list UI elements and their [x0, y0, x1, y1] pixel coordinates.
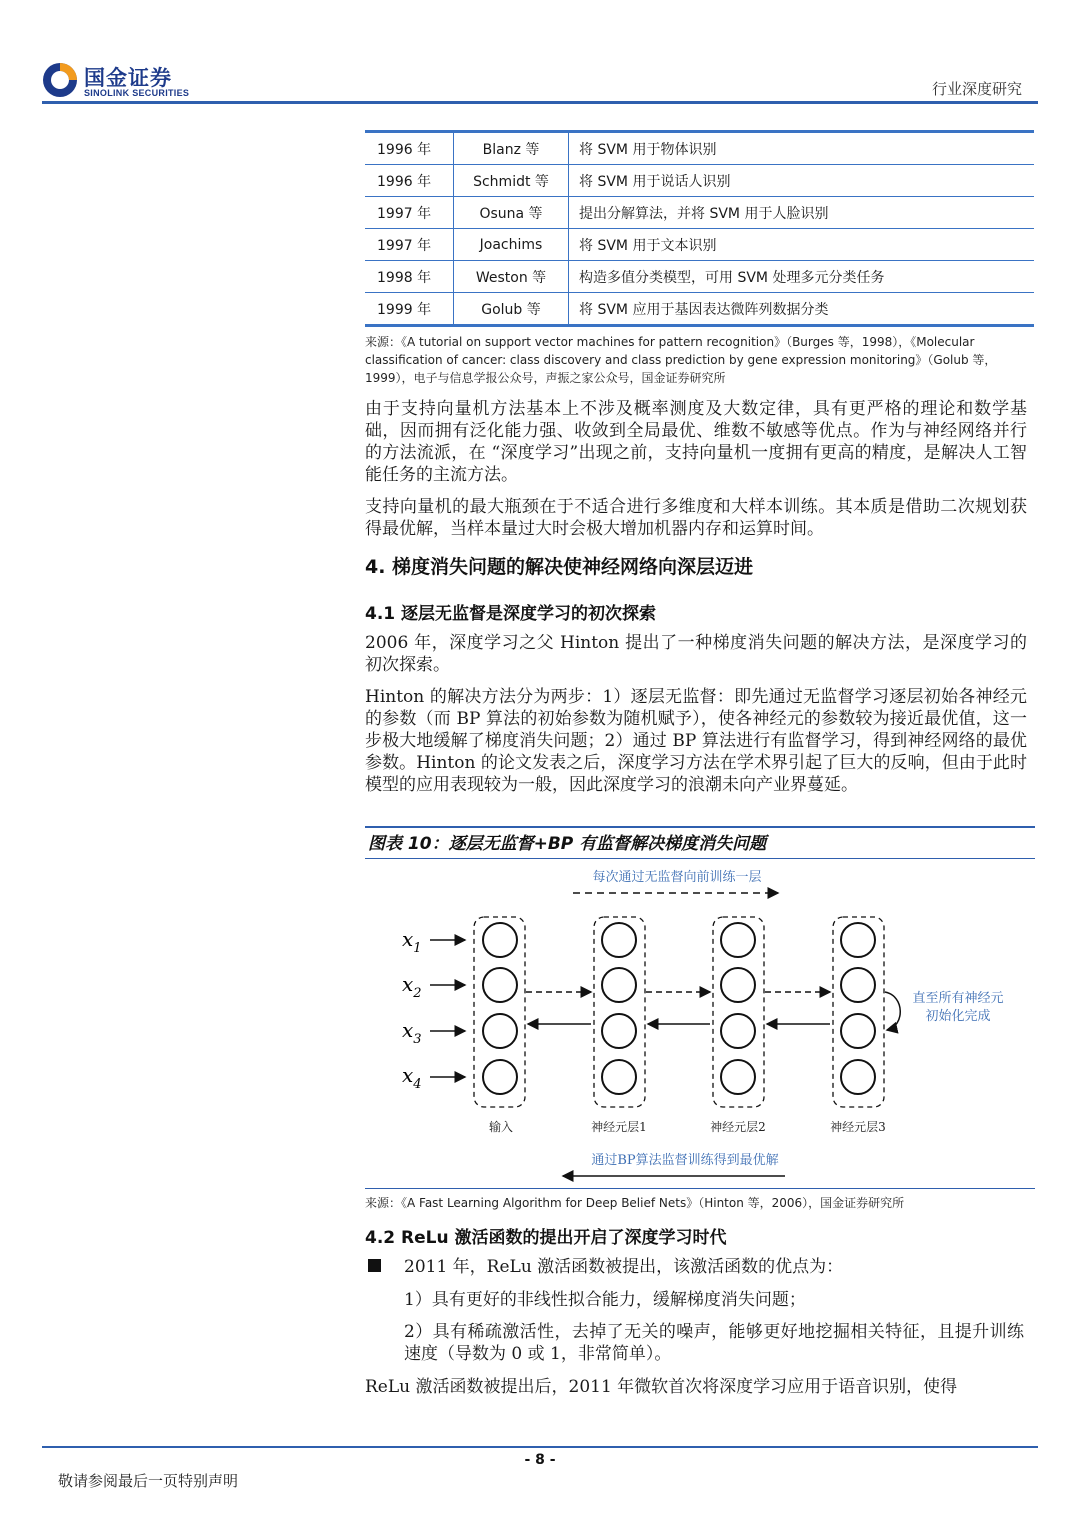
- report-type: 行业深度研究: [931, 80, 1022, 98]
- table-row: [365, 293, 1034, 326]
- list-item-advantage-1: 1）具有更好的非线性拟合能力，缓解梯度消失问题；: [404, 1290, 806, 1310]
- brand-name-en: SINOLINK SECURITIES: [84, 88, 190, 98]
- table-cell-content: 将 SVM 用于说话人识别: [569, 165, 1035, 197]
- table-cell-author: Weston 等: [454, 261, 569, 293]
- paragraph-relu-microsoft: ReLu 激活函数被提出后，2011 年微软首次将深度学习应用于语音识别，使得: [365, 1377, 958, 1397]
- table-cell-content: 将 SVM 用于物体识别: [569, 132, 1035, 165]
- paragraph-hinton-2006: 2006 年，深度学习之父 Hinton 提出了一种梯度消失问题的解决方法，是深度学习的初次探索。: [365, 633, 1027, 675]
- table-cell-author: Schmidt 等: [454, 165, 569, 197]
- table-cell-year: 1996 年: [365, 132, 454, 165]
- loop-arrow: [885, 992, 900, 1030]
- figure-bottom-rule: [365, 1188, 1035, 1189]
- table-cell-year: 1997 年: [365, 197, 454, 229]
- paragraph-svm-bottleneck: 支持向量机的最大瓶颈在于不适合进行多维度和大样本训练。其本质是借助二次规划获得最优解，当样本量过大时会极大增加机器内存和运算时间。: [365, 497, 1027, 539]
- paragraph-hinton-method: Hinton 的解决方法分为两步：1）逐层无监督：即先通过无监督学习逐层初始各神经元的参数（而 BP 算法的初始参数为随机赋予），使各神经元的参数较为接近最优值，这一步极大地缓解了梯度消失问题；2）通过 BP 算法进行有监督学习，得到神经网络的最优参数。Hinton 的论文发表之后，深度学习方法在学术界引起了巨大的反响，但由于此时模型的应用表现较为一般，因此深度学习的浪潮未向产业界蔓延。: [365, 687, 1027, 795]
- table-cell-author: Golub 等: [454, 293, 569, 326]
- table-row: [365, 229, 1034, 261]
- table-cell-author: Osuna 等: [454, 197, 569, 229]
- table-cell-author: Joachims: [454, 229, 569, 261]
- section-heading-4-1: 4.1 逐层无监督是深度学习的初次探索: [365, 604, 657, 624]
- section-heading-4: 4. 梯度消失问题的解决使神经网络向深层迈进: [365, 556, 754, 578]
- table-source-note: 来源：《A tutorial on support vector machines for pattern recognition》（Burges 等，1998），《Molecular classification of cancer: class discovery and class prediction by gene expression monitoring》（Golub 等，1999），电子与信息学报公众号，声振之家公众号，国金证券研究所: [365, 335, 997, 385]
- svg-text:x1: $x_1$: [402, 927, 422, 956]
- header-divider: [42, 101, 1038, 104]
- layer-label-input: 输入: [488, 1120, 514, 1134]
- sinolink-logo-icon: [42, 62, 78, 98]
- page-header: [0, 0, 1080, 110]
- table-cell-year: 1997 年: [365, 229, 454, 261]
- side-label-line2: 初始化完成: [925, 1009, 991, 1024]
- brand-name-cn: 国金证券: [84, 66, 172, 90]
- side-label-line1: 直至所有神经元: [912, 991, 1004, 1006]
- table-row: [365, 261, 1034, 293]
- footer-divider: [42, 1446, 1038, 1448]
- table-row: [365, 165, 1034, 197]
- layer-3: [833, 917, 884, 1107]
- svg-text:x2: $x_2$: [402, 972, 422, 1001]
- layer-1: [594, 917, 645, 1107]
- paragraph-svm-advantages: 由于支持向量机方法基本上不涉及概率测度及大数定律，具有更严格的理论和数学基础，因而拥有泛化能力强、收敛到全局最优、维数不敏感等优点。作为与神经网络并行的方法流派，在 “深度学习”出现之前，支持向量机一度拥有更高的精度，是解决人工智能任务的主流方法。: [365, 399, 1027, 485]
- layer-2: [713, 917, 764, 1107]
- layer-label-1: 神经元层1: [591, 1120, 647, 1134]
- input-x1: [402, 927, 465, 956]
- layer-label-2: 神经元层2: [710, 1120, 766, 1134]
- svg-text:x4: $x_4$: [402, 1063, 422, 1092]
- table-row: [365, 197, 1034, 229]
- list-item-advantage-2: 2）具有稀疏激活性，去掉了无关的噪声，能够更好地挖掘相关特征，且提升训练速度（导数为 0 或 1，非常简单）。: [404, 1322, 1024, 1364]
- table-cell-year: 1998 年: [365, 261, 454, 293]
- top-label: 每次通过无监督向前训练一层: [592, 870, 762, 885]
- table-cell-content: 将 SVM 应用于基因表达微阵列数据分类: [569, 293, 1035, 326]
- input-x4: [402, 1063, 465, 1092]
- figure-title: 图表 10：逐层无监督+BP 有监督解决梯度消失问题: [368, 834, 767, 854]
- bottom-label: 通过BP算法监督训练得到最优解: [591, 1153, 779, 1168]
- disclaimer-note: 敬请参阅最后一页特别声明: [58, 1472, 239, 1490]
- table-cell-author: Blanz 等: [454, 132, 569, 165]
- table-cell-content: 将 SVM 用于文本识别: [569, 229, 1035, 261]
- input-x2: [402, 972, 465, 1001]
- bullet-square-icon: [368, 1259, 381, 1272]
- page-number: - 8 -: [524, 1452, 556, 1468]
- layer-input: [474, 917, 525, 1107]
- svg-text:x3: $x_3$: [402, 1018, 422, 1047]
- table-cell-content: 提出分解算法，并将 SVM 用于人脸识别: [569, 197, 1035, 229]
- table-cell-year: 1999 年: [365, 293, 454, 326]
- svm-history-table: [365, 130, 1034, 327]
- bullet-relu-2011: 2011 年，ReLu 激活函数被提出，该激活函数的优点为：: [404, 1257, 844, 1277]
- layerwise-pretraining-diagram: [365, 860, 1035, 1185]
- table-cell-content: 构造多值分类模型，可用 SVM 处理多元分类任务: [569, 261, 1035, 293]
- section-heading-4-2: 4.2 ReLu 激活函数的提出开启了深度学习时代: [365, 1228, 727, 1248]
- table-cell-year: 1996 年: [365, 165, 454, 197]
- figure-source-note: 来源：《A Fast Learning Algorithm for Deep Belief Nets》（Hinton 等，2006），国金证券研究所: [365, 1196, 905, 1210]
- layer-label-3: 神经元层3: [830, 1120, 886, 1134]
- input-x3: [402, 1018, 465, 1047]
- table-row: [365, 132, 1034, 165]
